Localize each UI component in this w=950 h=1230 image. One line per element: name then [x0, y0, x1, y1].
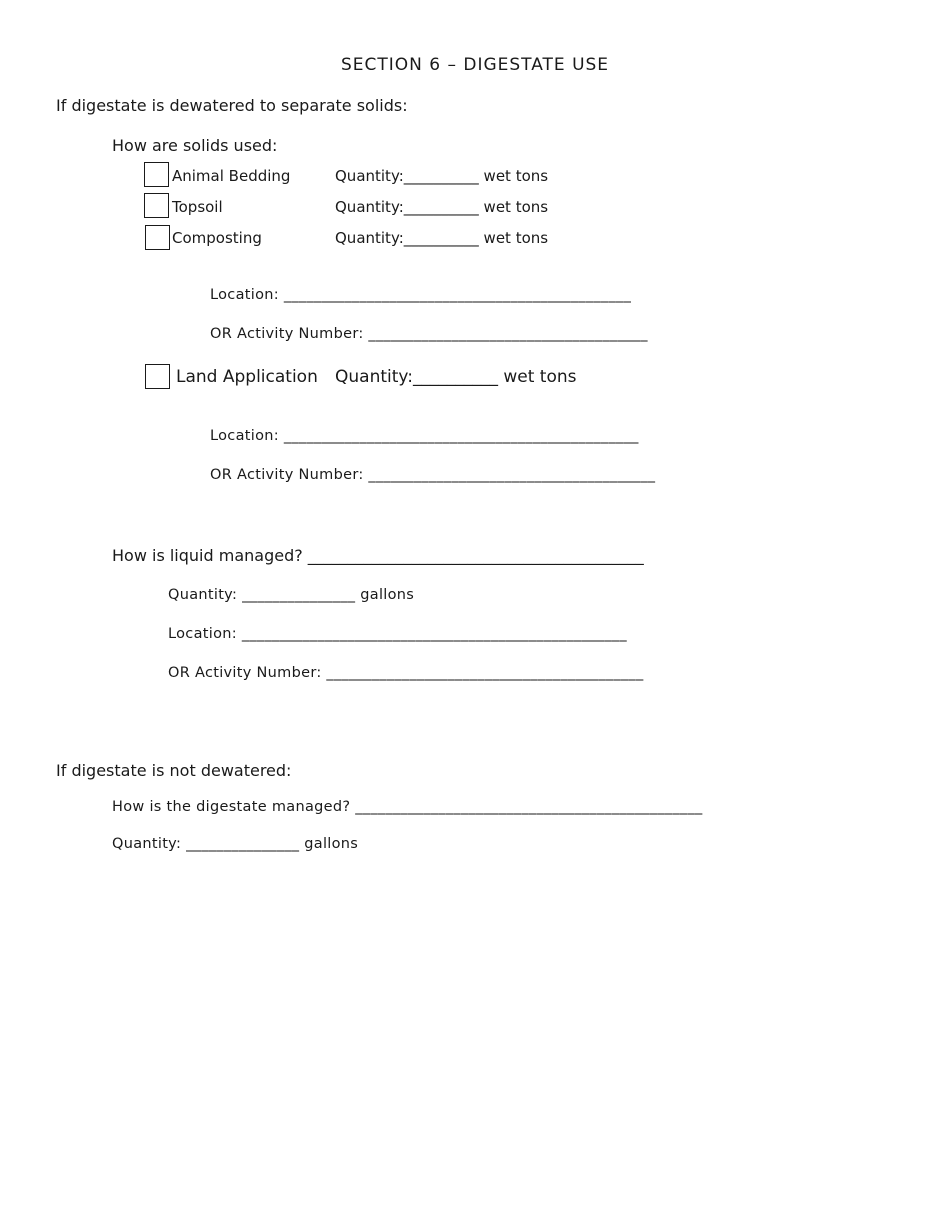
digestate-managed-field[interactable]: How is the digestate managed? ______________________________________________: [112, 799, 703, 815]
composting-label: Composting: [172, 229, 262, 247]
section-title: SECTION 6 – DIGESTATE USE: [340, 55, 610, 75]
land-activity-field[interactable]: OR Activity Number: ______________________________________: [210, 467, 656, 483]
solids-location-field[interactable]: Location: ______________________________________________: [210, 287, 632, 303]
not-dewatered-heading: If digestate is not dewatered:: [56, 761, 292, 780]
composting-quantity[interactable]: Quantity:__________ wet tons: [335, 229, 549, 247]
liquid-activity-field[interactable]: OR Activity Number: __________________________________________: [168, 665, 644, 681]
dewatered-heading: If digestate is dewatered to separate solids:: [56, 96, 408, 115]
topsoil-label: Topsoil: [172, 198, 223, 216]
land-application-checkbox[interactable]: [145, 364, 170, 389]
land-application-label: Land Application: [176, 367, 318, 387]
land-application-quantity[interactable]: Quantity:__________ wet tons: [335, 367, 577, 387]
solids-activity-field[interactable]: OR Activity Number: _____________________________________: [210, 326, 648, 342]
liquid-location-field[interactable]: Location: ___________________________________________________: [168, 626, 627, 642]
composting-checkbox[interactable]: [145, 225, 170, 250]
land-location-field[interactable]: Location: _______________________________________________: [210, 428, 639, 444]
topsoil-checkbox[interactable]: [144, 193, 169, 218]
animal-bedding-quantity[interactable]: Quantity:__________ wet tons: [335, 167, 549, 185]
liquid-question-field[interactable]: How is liquid managed? __________________________________________: [112, 546, 644, 565]
liquid-quantity-field[interactable]: Quantity: _______________ gallons: [168, 587, 415, 603]
animal-bedding-checkbox[interactable]: [144, 162, 169, 187]
digestate-quantity-field[interactable]: Quantity: _______________ gallons: [112, 836, 359, 852]
animal-bedding-label: Animal Bedding: [172, 167, 291, 185]
solids-question: How are solids used:: [112, 136, 278, 155]
topsoil-quantity[interactable]: Quantity:__________ wet tons: [335, 198, 549, 216]
